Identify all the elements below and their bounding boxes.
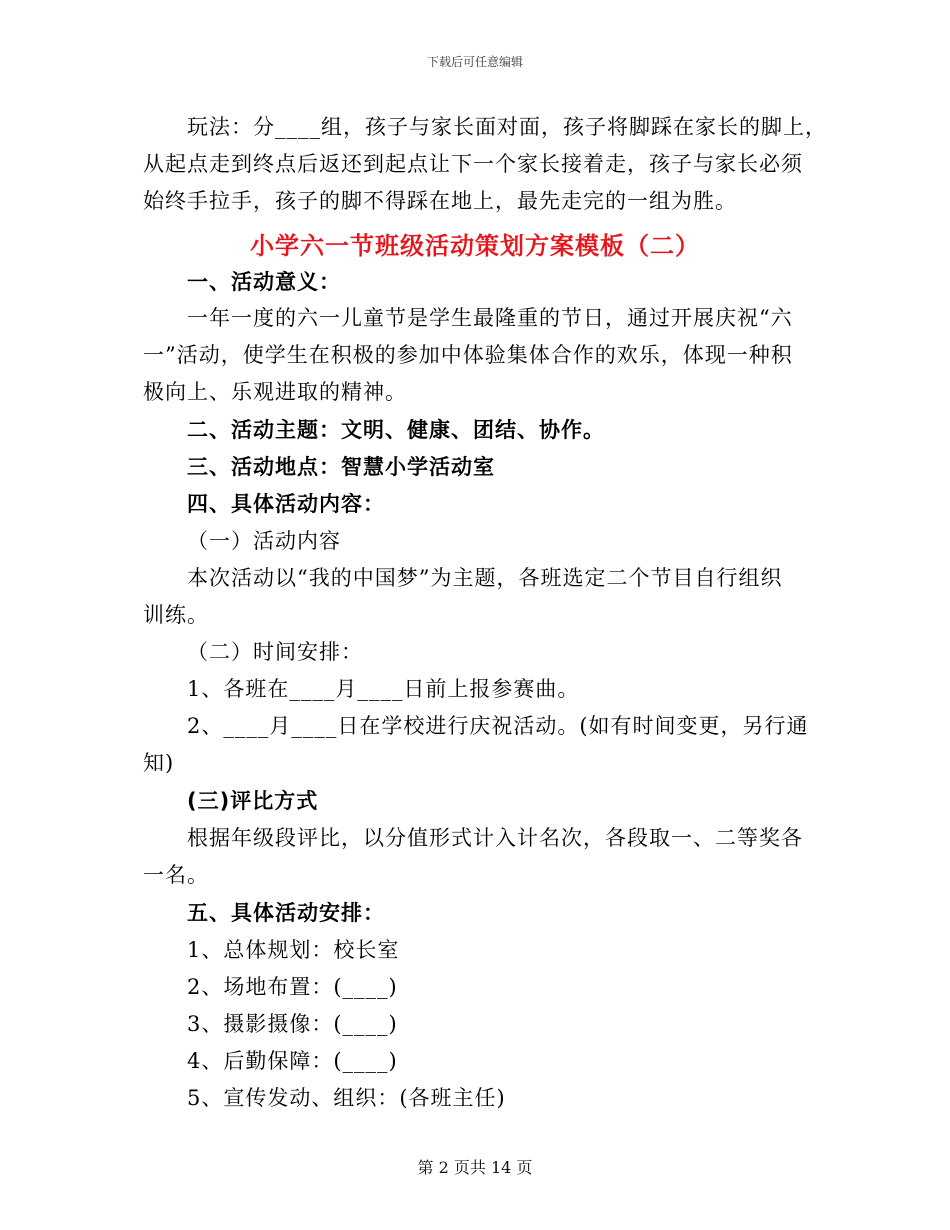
intro-line-3: 始终手拉手，孩子的脚不得踩在地上，最先走完的一组为胜。: [143, 189, 737, 213]
schedule-item-2-cont: 知): [143, 751, 175, 775]
intro-line-1: 玩法：分____组，孩子与家长面对面，孩子将脚踩在家长的脚上，: [187, 115, 827, 139]
schedule-item-1: 1、各班在____月____日前上报参赛曲。: [187, 677, 580, 701]
section-4-heading: 四、具体活动内容：: [187, 492, 385, 516]
arrangement-item-4: 4、后勤保障：(____): [187, 1049, 398, 1073]
document-title: 小学六一节班级活动策划方案模板（二）: [250, 232, 700, 260]
schedule-item-2: 2、____月____日在学校进行庆祝活动。(如有时间变更，另行通: [187, 714, 809, 738]
arrangement-item-2: 2、场地布置：(____): [187, 975, 398, 999]
section-5-heading: 五、具体活动安排：: [187, 901, 385, 925]
evaluation-line-1: 根据年级段评比，以分值形式计入计名次，各段取一、二等奖各: [187, 826, 803, 850]
section-1-line-2: 一”活动，使学生在积极的参加中体验集体合作的欢乐，体现一种积: [143, 343, 793, 367]
section-1-line-3: 极向上、乐观进取的精神。: [143, 380, 407, 404]
section-1-heading: 一、活动意义：: [187, 270, 341, 294]
section-4-sub-3: (三)评比方式: [187, 789, 319, 813]
arrangement-item-3: 3、摄影摄像：(____): [187, 1012, 398, 1036]
arrangement-item-1: 1、总体规划：校长室: [187, 938, 400, 962]
section-4-sub-1: （一）活动内容: [187, 529, 341, 553]
section-2-heading: 二、活动主题：文明、健康、团结、协作。: [187, 418, 605, 442]
intro-line-2: 从起点走到终点后返还到起点让下一个家长接着走，孩子与家长必须: [143, 152, 803, 176]
section-4-content-line-1: 本次活动以“我的中国梦”为主题，各班选定二个节目自行组织: [187, 566, 783, 590]
page-footer: 第 2 页共 14 页: [417, 1158, 533, 1177]
section-3-heading: 三、活动地点：智慧小学活动室: [187, 455, 495, 479]
arrangement-item-5: 5、宣传发动、组织：(各班主任): [187, 1086, 506, 1110]
section-4-content-line-2: 训练。: [143, 603, 209, 627]
section-4-sub-2: （二）时间安排：: [187, 640, 363, 664]
section-1-line-1: 一年一度的六一儿童节是学生最隆重的节日，通过开展庆祝“六: [187, 306, 793, 330]
evaluation-line-2: 一名。: [143, 863, 209, 887]
page-header: 下载后可任意编辑: [426, 55, 523, 69]
